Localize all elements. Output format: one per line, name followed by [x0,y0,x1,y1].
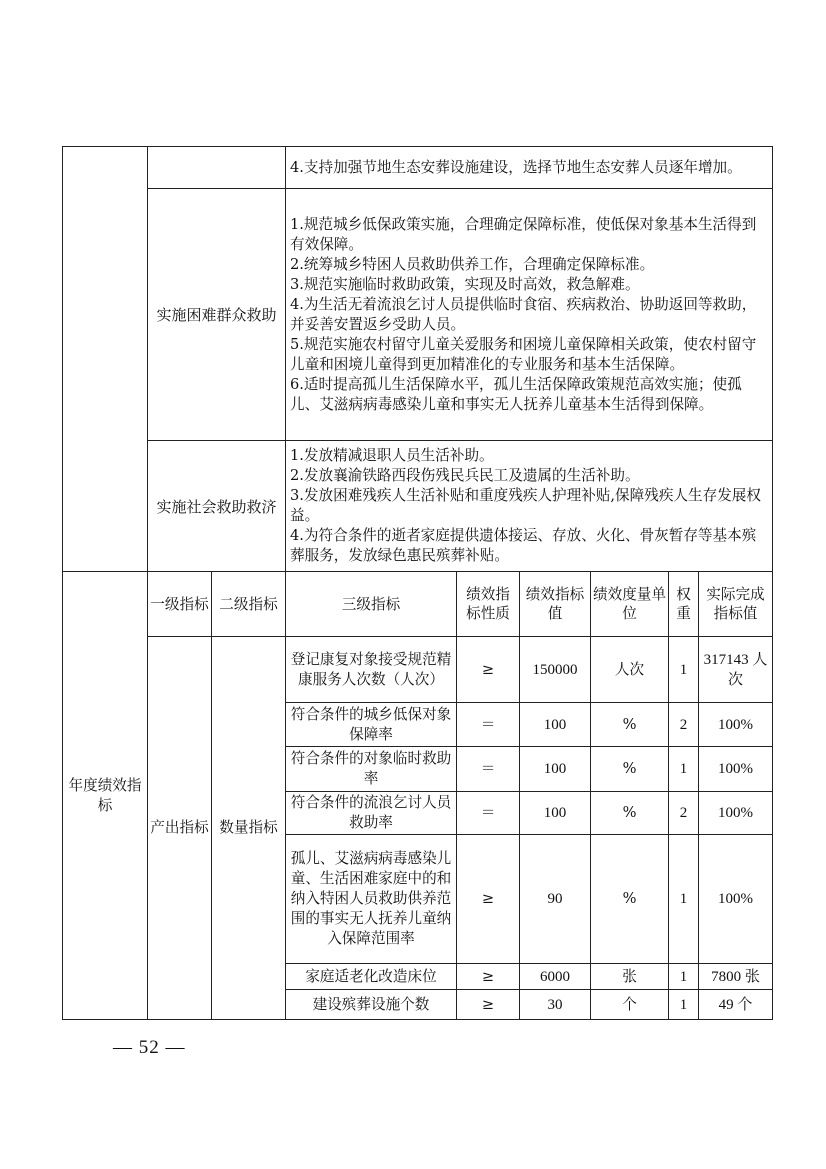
description-line: 4.为符合条件的逝者家庭提供遗体接运、存放、火化、骨灰暂存等基本殡葬服务，发放绿色惠民殡葬补贴。 [290,527,757,564]
level3-indicator: 家庭适老化改造床位 [286,964,457,990]
indicator-actual: 100% [699,835,773,964]
header-value: 绩效指标值 [520,572,591,637]
indicator-nature: ≥ [457,990,520,1020]
indicator-value: 100 [520,703,591,747]
task-description-cell [286,441,773,572]
indicator-actual: 100% [699,703,773,747]
indicator-weight: 1 [669,747,699,792]
indicator-weight: 1 [669,990,699,1020]
indicator-nature: ＝ [457,703,520,747]
indicator-unit: % [591,835,669,964]
description-line: 2.发放襄渝铁路西段伤残民兵民工及遗属的生活补助。 [290,467,640,484]
indicator-weight: 1 [669,964,699,990]
table-row [63,147,773,189]
blank-category-cell [63,147,148,572]
header-row [63,572,773,637]
task-description-cell [286,189,773,441]
blank-label-cell [148,147,286,189]
header-level1: 一级指标 [148,572,212,637]
table-row [63,441,773,572]
section-label: 年度绩效指标 [63,572,148,1020]
level2-indicator: 数量指标 [212,637,286,1020]
description-line: 1.规范城乡低保政策实施，合理确定保障标准，使低保对象基本生活得到有效保障。 [290,215,757,253]
task-description-table [62,146,773,572]
description-line: 2.统筹城乡特困人员救助供养工作，合理确定保障标准。 [290,255,655,273]
indicator-nature: ＝ [457,747,520,792]
description-line: 3.发放困难残疾人生活补贴和重度残疾人护理补贴,保障残疾人生存发展权益。 [290,487,761,524]
indicator-value: 100 [520,747,591,792]
indicator-value: 90 [520,835,591,964]
indicator-unit: 张 [591,964,669,990]
task-label: 实施困难群众救助 [148,189,286,441]
description-line: 5.规范实施农村留守儿童关爱服务和困境儿童保障相关政策，使农村留守儿童和困境儿童得到更加精准化的专业服务和基本生活保障。 [290,335,757,373]
indicator-unit: % [591,792,669,835]
indicator-actual: 317143 人次 [699,637,773,703]
page-number: — 52 — [113,1037,186,1058]
header-unit: 绩效度量单位 [591,572,669,637]
indicator-unit: % [591,703,669,747]
task-label: 实施社会救助救济 [148,441,286,572]
indicator-actual: 100% [699,747,773,792]
task-description-cell [286,147,773,189]
indicator-nature: ≥ [457,637,520,703]
description-line: 4.支持加强节地生态安葬设施建设，选择节地生态安葬人员逐年增加。 [290,158,742,176]
table-row [63,189,773,441]
header-level3: 三级指标 [286,572,457,637]
level3-indicator: 符合条件的对象临时救助率 [286,747,457,792]
indicator-value: 6000 [520,964,591,990]
level3-indicator: 建设殡葬设施个数 [286,990,457,1020]
level3-indicator: 登记康复对象接受规范精康服务人次数（人次） [286,637,457,703]
indicator-actual: 100% [699,792,773,835]
table-row [63,637,773,703]
level3-indicator: 孤儿、艾滋病病毒感染儿童、生活困难家庭中的和纳入特困人员救助供养范围的事实无人抚养儿童纳入保障范围率 [286,835,457,964]
indicator-nature: ＝ [457,792,520,835]
indicator-unit: 人次 [591,637,669,703]
header-level2: 二级指标 [212,572,286,637]
indicator-value: 30 [520,990,591,1020]
description-line: 3.规范实施临时救助政策，实现及时高效，救急解难。 [290,275,640,293]
indicator-value: 100 [520,792,591,835]
indicator-weight: 1 [669,637,699,703]
indicator-weight: 1 [669,835,699,964]
indicator-weight: 2 [669,703,699,747]
header-weight: 权重 [669,572,699,637]
description-line: 6.适时提高孤儿生活保障水平，孤儿生活保障政策规范高效实施；使孤儿、艾滋病病毒感染儿童和事实无人抚养儿童基本生活得到保障。 [290,375,742,413]
indicator-nature: ≥ [457,964,520,990]
level1-indicator: 产出指标 [148,637,212,1020]
level3-indicator: 符合条件的流浪乞讨人员救助率 [286,792,457,835]
header-nature: 绩效指标性质 [457,572,520,637]
indicator-nature: ≥ [457,835,520,964]
description-line: 1.发放精减退职人员生活补助。 [290,447,494,464]
indicator-unit: 个 [591,990,669,1020]
header-actual: 实际完成指标值 [699,572,773,637]
indicator-actual: 7800 张 [699,964,773,990]
indicator-unit: % [591,747,669,792]
indicator-value: 150000 [520,637,591,703]
indicator-weight: 2 [669,792,699,835]
indicator-actual: 49 个 [699,990,773,1020]
description-line: 4.为生活无着流浪乞讨人员提供临时食宿、疾病救治、协助返回等救助，并妥善安置返乡受助人员。 [290,295,757,333]
level3-indicator: 符合条件的城乡低保对象保障率 [286,703,457,747]
performance-indicator-table [62,571,773,1020]
